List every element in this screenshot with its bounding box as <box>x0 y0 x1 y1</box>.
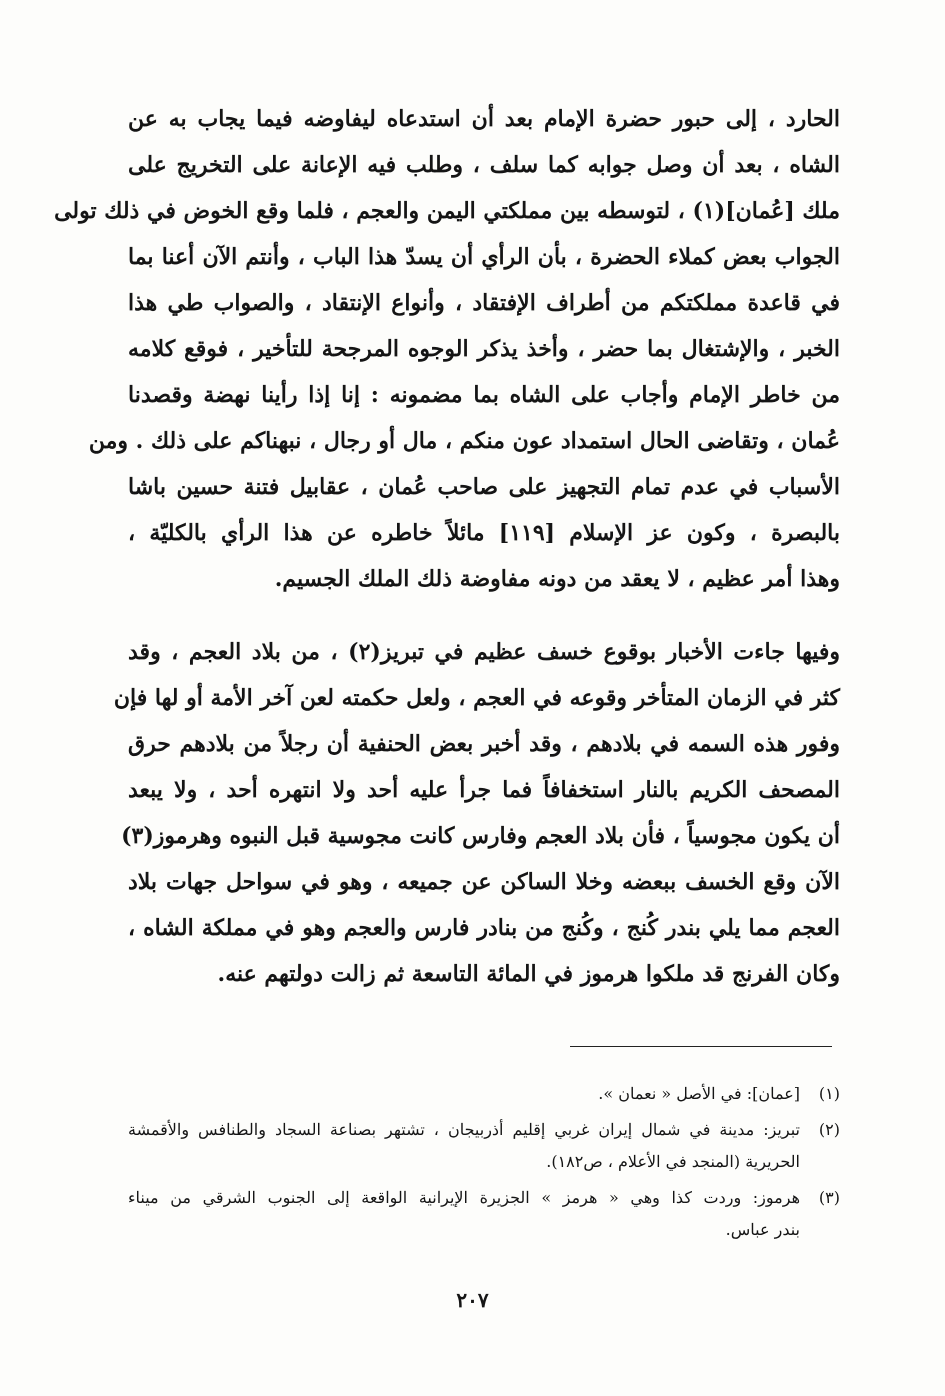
footnote-line: [عمان]: في الأصل « نعمان ». <box>598 1084 800 1103</box>
footnote-2 <box>128 1114 840 1178</box>
page-number: ٢٠٧ <box>456 1288 489 1312</box>
footnote-body <box>128 1182 800 1246</box>
text-line: الآن وقع الخسف ببعضه وخلا الساكن عن جميعه ، وهو في سواحل جهات بلاد <box>128 869 840 895</box>
text-line: وهذا أمر عظيم ، لا يعقد من دونه مفاوضة ذلك الملك الجسيم. <box>274 566 840 592</box>
text-line: كثر في الزمان المتأخر وقوعه في العجم ، ولعل حكمته لعن آخر الأمة أو لها فإن <box>113 685 840 711</box>
text-line: ملك [عُمان](١) ، لتوسطه بين مملكتي اليمن والعجم ، فلما وقع الخوض في ذلك تولى <box>54 198 840 224</box>
footnote-number: (٢) <box>818 1120 840 1139</box>
footnotes <box>128 1078 840 1250</box>
text-line: الجواب بعض كملاء الحضرة ، بأن الرأي أن يسدّ هذا الباب ، وأنتم الآن أعنا بما <box>128 244 840 270</box>
text-line: الشاه ، بعد أن وصل جوابه كما سلف ، وطلب فيه الإعانة على التخريج على <box>128 152 840 178</box>
text-line: المصحف الكريم بالنار استخفافاً فما جرأ عليه أحد ولا انتهره أحد ، ولا يبعد <box>128 777 840 803</box>
footnote-line: بندر عباس. <box>725 1220 800 1239</box>
paragraph-2 <box>113 629 840 997</box>
text-line: عُمان ، وتقاضى الحال استمداد عون منكم ، مال أو رجال ، نبهناكم على ذلك . ومن <box>88 428 840 454</box>
footnote-line: تبريز: مدينة في شمال إيران غربي إقليم أذربيجان ، تشتهر بصناعة السجاد والطنافس والأقمشة <box>128 1120 800 1139</box>
text-line: الخبر ، والإشتغال بما حضر ، وأخذ يذكر الوجوه المرجحة للتأخير ، فوقع كلامه <box>128 336 840 362</box>
paragraph-1 <box>54 96 840 602</box>
text-line: بالبصرة ، وكون عز الإسلام [١١٩] مائلاً خاطره عن هذا الرأي بالكليّة ، <box>128 520 840 546</box>
text-line: العجم مما يلي بندر كُنج ، وكُنج من بنادر فارس والعجم وهو في مملكة الشاه ، <box>128 915 840 941</box>
footnote-body <box>128 1078 800 1110</box>
text-line: الأسباب في عدم تمام التجهيز على صاحب عُمان ، عقابيل فتنة حسين باشا <box>128 474 840 500</box>
text-line: الحارد ، إلى حبور حضرة الإمام بعد أن استدعاه ليفاوضه فيما يجاب به عن <box>128 106 840 132</box>
footnote-number: (١) <box>818 1084 840 1103</box>
footnote-number: (٣) <box>818 1188 840 1207</box>
text-line: من خاطر الإمام وأجاب على الشاه بما مضمونه : إنا إذا رأينا نهضة وقصدنا <box>128 382 840 408</box>
footnote-divider <box>570 1046 832 1047</box>
footnote-3 <box>128 1182 840 1246</box>
text-line: في قاعدة مملكتكم من أطراف الإفتقاد ، وأنواع الإنتقاد ، والصواب طي هذا <box>128 290 840 316</box>
footnote-line: هرموز: وردت كذا وهي « هرمز » الجزيرة الإيرانية الواقعة إلى الجنوب الشرقي من ميناء <box>128 1188 800 1207</box>
text-line: أن يكون مجوسياً ، فأن بلاد العجم وفارس كانت مجوسية قبل النبوه وهرموز(٣) <box>121 823 840 849</box>
text-line: وفور هذه السمه في بلادهم ، وقد أخبر بعض الحنفية أن رجلاً من بلادهم حرق <box>128 731 840 757</box>
footnote-line: الحريرية (المنجد في الأعلام ، ص١٨٢). <box>546 1152 800 1171</box>
text-line: وكان الفرنج قد ملكوا هرموز في المائة التاسعة ثم زالت دولتهم عنه. <box>217 961 840 987</box>
text-line: وفيها جاءت الأخبار بوقوع خسف عظيم في تبريز(٢) ، من بلاد العجم ، وقد <box>128 639 840 665</box>
footnote-body <box>128 1114 800 1178</box>
footnote-1 <box>128 1078 840 1110</box>
